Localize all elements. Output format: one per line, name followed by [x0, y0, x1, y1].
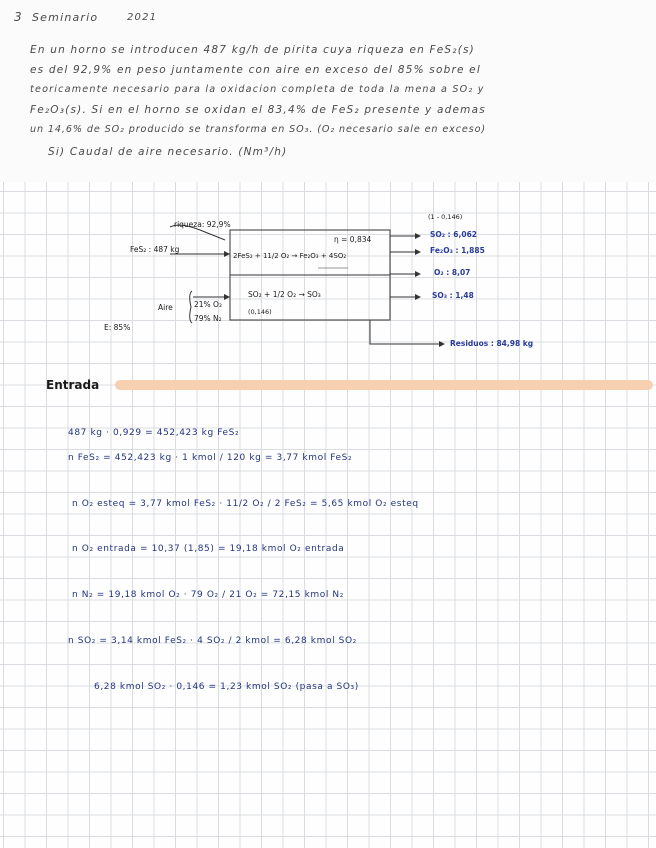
feed-fes2-label: FeS₂ : 487 kg — [130, 245, 180, 254]
calc-line: n O₂ entrada = 10,37 (1,85) = 19,18 kmol O₂ entrada — [72, 544, 345, 554]
problem-line: Si) Caudal de aire necesario. (Nm³/h) — [48, 146, 288, 158]
problem-line: En un horno se introducen 487 kg/h de pirita cuya riqueza en FeS₂(s) — [30, 44, 475, 56]
calc-line: n SO₂ = 3,14 kmol FeS₂ · 4 SO₂ / 2 kmol = 6,28 kmol SO₂ — [68, 636, 357, 646]
header-number: 3 — [14, 10, 23, 24]
output-fe2o3: Fe₂O₃ : 1,885 — [430, 246, 485, 255]
output-so2: SO₂ : 6,062 — [430, 230, 478, 239]
header-title: Seminario — [32, 11, 99, 24]
process-diagram — [0, 182, 656, 382]
reaction-1: 2FeS₂ + 11/2 O₂ → Fe₂O₃ + 4SO₂ — [233, 252, 347, 260]
calc-line: n FeS₂ = 452,423 kg · 1 kmol / 120 kg = 3,77 kmol FeS₂ — [68, 453, 353, 463]
problem-line: un 14,6% de SO₂ producido se transforma en SO₃. (O₂ necesario sale en exceso) — [30, 124, 486, 135]
calc-line: 487 kg · 0,929 = 452,423 kg FeS₂ — [68, 428, 240, 438]
excess-label: E: 85% — [104, 323, 131, 332]
header-year: 2021 — [127, 12, 158, 23]
reaction-2-conversion: (0,146) — [248, 308, 272, 316]
problem-line: teoricamente necesario para la oxidacion completa de toda la mena a SO₂ y — [30, 84, 485, 95]
calc-line: n N₂ = 19,18 kmol O₂ · 79 O₂ / 21 O₂ = 72,15 kmol N₂ — [72, 590, 344, 600]
section-highlight-bar — [115, 380, 653, 390]
conversion-eta: η = 0,834 — [334, 235, 372, 244]
reaction-2: SO₂ + 1/2 O₂ → SO₃ — [248, 290, 321, 299]
section-title: Entrada — [46, 378, 100, 392]
calc-line: 6,28 kmol SO₂ · 0,146 = 1,23 kmol SO₂ (pasa a SO₃) — [94, 682, 359, 692]
air-label: Aire — [158, 303, 173, 312]
output-fraction: (1 - 0,146) — [428, 213, 463, 221]
calc-line: n O₂ esteq = 3,77 kmol FeS₂ · 11/2 O₂ / 2 FeS₂ = 5,65 kmol O₂ esteq — [72, 499, 419, 509]
air-n2-label: 79% N₂ — [194, 314, 222, 323]
output-o2: O₂ : 8,07 — [434, 268, 471, 277]
problem-line: es del 92,9% en peso juntamente con aire en exceso del 85% sobre el — [30, 64, 481, 76]
riqueza-label: riqueza: 92,9% — [174, 220, 231, 229]
residuos-label: Residuos : 84,98 kg — [450, 339, 534, 348]
problem-line: Fe₂O₃(s). Si en el horno se oxidan el 83,4% de FeS₂ presente y ademas — [30, 104, 486, 116]
output-so3: SO₃ : 1,48 — [432, 291, 474, 300]
air-o2-label: 21% O₂ — [194, 300, 222, 309]
